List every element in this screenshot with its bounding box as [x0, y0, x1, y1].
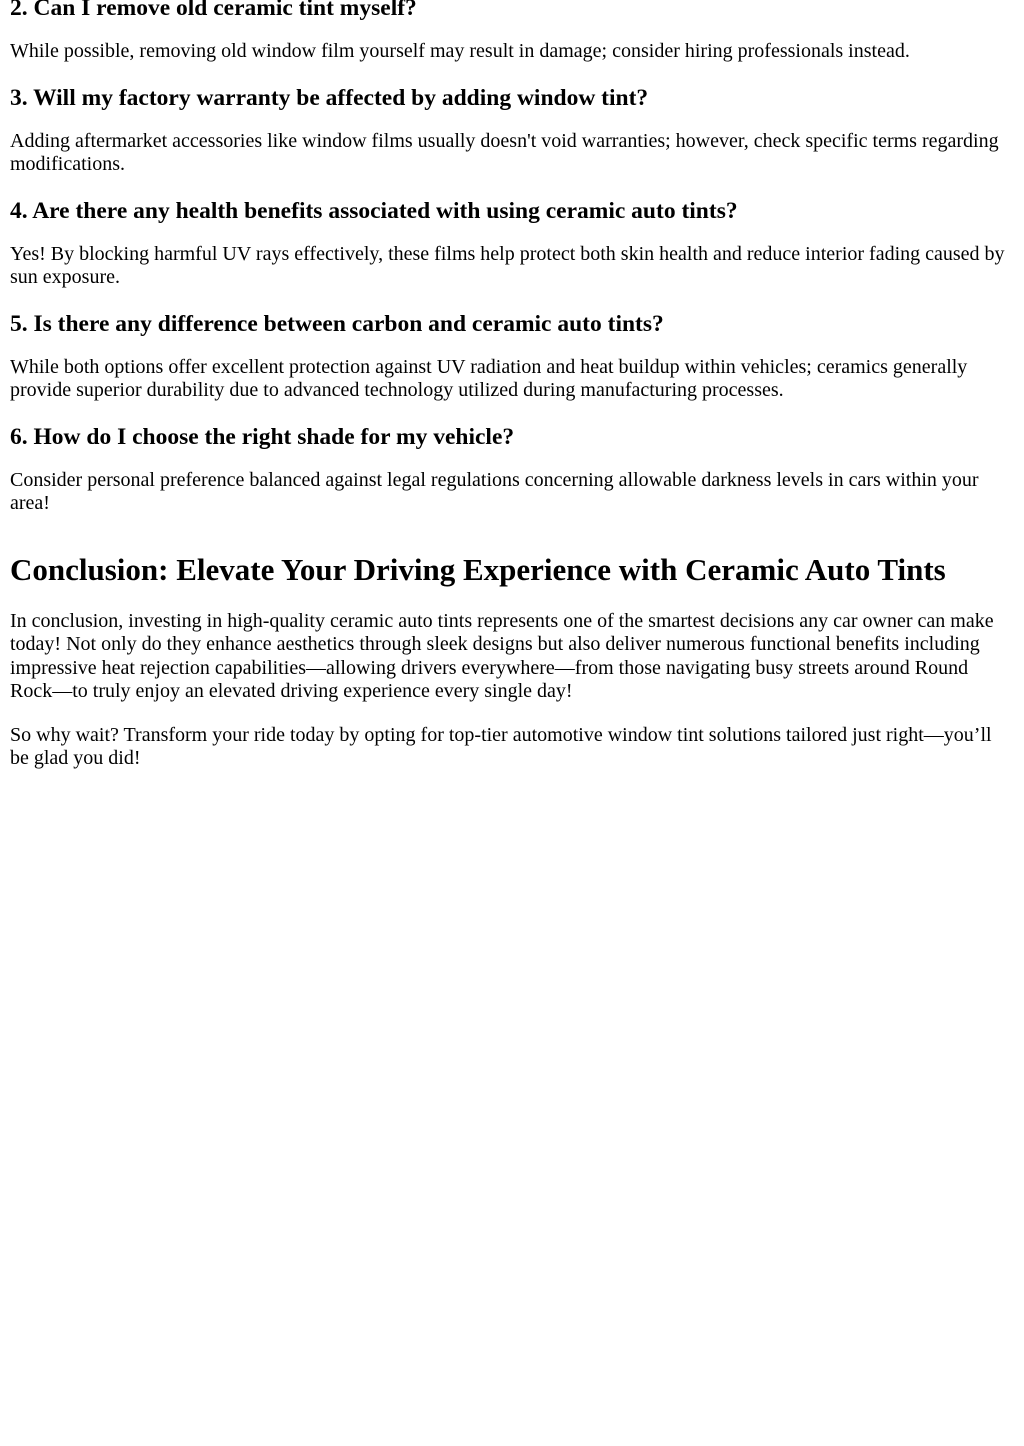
- faq-item: [10, 0, 1014, 64]
- faq-item: [10, 310, 1014, 403]
- faq-item: [10, 423, 1014, 516]
- faq-question: 5. Is there any difference between carbon and ceramic auto tints?: [10, 310, 664, 337]
- conclusion-paragraph: So why wait? Transform your ride today by opting for top-tier automotive window tint solutions tailored just right—you’ll be glad you did!: [10, 723, 992, 769]
- faq-question: 2. Can I remove old ceramic tint myself?: [10, 0, 417, 21]
- faq-answer: Consider personal preference balanced against legal regulations concerning allowable darkness levels in cars within your area!: [10, 468, 979, 514]
- faq-question: 6. How do I choose the right shade for my vehicle?: [10, 423, 515, 450]
- faq-answer: Yes! By blocking harmful UV rays effectively, these films help protect both skin health and reduce interior fading caused by sun exposure.: [10, 242, 1005, 288]
- faq-item: [10, 197, 1014, 290]
- faq-question: 4. Are there any health benefits associated with using ceramic auto tints?: [10, 197, 738, 224]
- conclusion-paragraph: In conclusion, investing in high-quality ceramic auto tints represents one of the smartest decisions any car owner can make today! Not only do they enhance aesthetics through sleek designs but also deliver numerous functional benefits including impressive heat rejection capabilities—allowing drivers everywhere—from those navigating busy streets around Round Rock—to truly enjoy an elevated driving experience every single day!: [10, 609, 994, 702]
- faq-answer: While both options offer excellent protection against UV radiation and heat buildup within vehicles; ceramics generally provide superior durability due to advanced technology utilized during manufacturing processes.: [10, 355, 968, 401]
- faq-answer: Adding aftermarket accessories like window films usually doesn't void warranties; however, check specific terms regarding modifications.: [10, 129, 999, 175]
- faq-item: [10, 84, 1014, 177]
- faq-question: 3. Will my factory warranty be affected by adding window tint?: [10, 84, 649, 111]
- conclusion-heading: Conclusion: Elevate Your Driving Experience with Ceramic Auto Tints: [10, 551, 946, 587]
- conclusion-section: [10, 552, 1014, 771]
- faq-answer: While possible, removing old window film yourself may result in damage; consider hiring professionals instead.: [10, 40, 910, 62]
